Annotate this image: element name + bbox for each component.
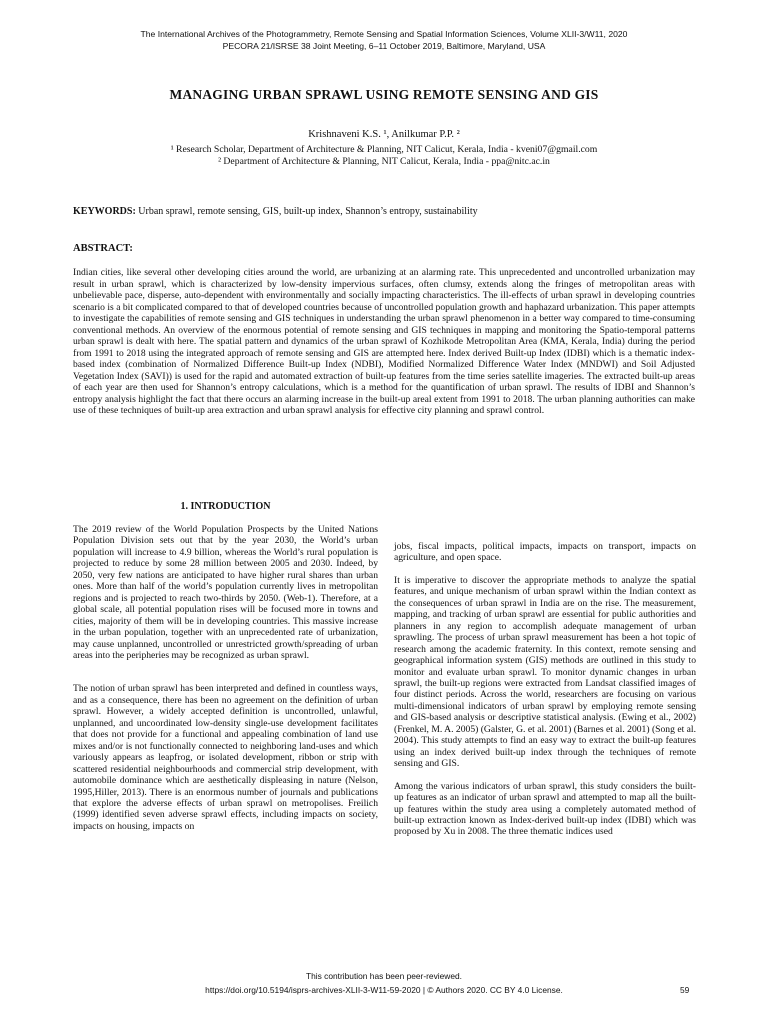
right-column (394, 541, 696, 838)
left-column (73, 524, 378, 832)
intro-paragraph-1: The 2019 review of the World Population Prospects by the United Nations Population Division sets out that by the year 2030, the World’s urban population will increase to 4.9 billion, whereas the World’s rural population is projected to reduce by some 28 million between 2005 and 2030. Indeed, by 2050, very few nations are anticipated to have higher rural shares than urban ones. More than half of the world’s population currently lives in metropolitan regions and is projected to reach two-thirds by 2050. (Web-1). Therefore, at a global scale, all potential population rises will be focused more in towns and cities, majority of them will be in developing countries. This massive increase in the urban population, together with an unprecedented rate of urbanization, may cause unplanned, uncontrolled or unrestricted growth/spreading of urban areas into the peripheries may be recognized as urban sprawl. (73, 524, 378, 661)
journal-header-line2: PECORA 21/ISRSE 38 Joint Meeting, 6–11 October 2019, Baltimore, Maryland, USA (222, 41, 546, 51)
authors: Krishnaveni K.S. ¹, Anilkumar P.P. ² (308, 129, 460, 140)
intro-paragraph-5: Among the various indicators of urban sprawl, this study considers the built-up features as an indicator of urban sprawl and attempted to map all the built-up features within the study area using a completely automated method of built-up extraction known as Index-derived built-up index (IDBI) which was proposed by Xu in 2008. The three thematic indices used (394, 780, 696, 838)
affiliation-1: ¹ Research Scholar, Department of Architecture & Planning, NIT Calicut, Kerala, India - kveni07@gmail.com (170, 144, 598, 155)
intro-paragraph-2: The notion of urban sprawl has been interpreted and defined in countless ways, and as a consequence, there has been no agreement on the definition of urban sprawl. However, a widely accepted definition is uncontrolled, unlawful, unplanned, and uncoordinated low-density single-use development facilitates that does not provide for a functional and appealing combination of land use mixes and/or is not functionally connected to neighboring land-uses and which variously appears as leapfrog, or isolated development, ribbon or strip with scattered residential neighbourhoods and commercial strip development, with automobile dominance which are aesthetically displeasing in nature (Nelson, 1995,Hiller, 2013). There is an enormous number of journals and publications that explore the adverse effects of urban sprawl on metropolises. Freilich (1999) identified seven adverse sprawl effects, including impacts on society, impacts on housing, impacts on (73, 683, 378, 832)
page-number: 59 (680, 985, 690, 995)
abstract-heading: ABSTRACT: (73, 243, 133, 254)
keywords (73, 206, 713, 217)
intro-paragraph-4: It is imperative to discover the appropriate methods to analyze the spatial features, and unique mechanism of urban sprawl within the Indian context as the consequences of urban sprawl in India are on the rise. The measurement, mapping, and tracking of urban sprawl are essential for public authorities and planners in any region to accomplish adequate management of urban sprawling. The process of urban sprawl measurement has been a hot topic of research among the academic fraternity. In this context, remote sensing and geographical information system (GIS) methods are outlined in this study to monitor and evaluate urban sprawl. To monitor dynamic changes in urban sprawl, the built-up regions were extracted from Landsat classified images of four distinct periods. Across the world, researchers are focusing on various multi-dimensional indicators of urban sprawl by employing remote sensing and GIS-based analysis or descriptive statistical analysis. (Ewing et al., 2002) (Frenkel, M. A. 2005) (Galster, G. et al. 2001) (Barnes et al. 2001) (Song et al. 2004). This study attempts to find an easy way to extract the built-up features using an index derived built-up index through the techniques of remote sensing and GIS. (394, 574, 696, 770)
paper-title: MANAGING URBAN SPRAWL USING REMOTE SENSING AND GIS (169, 87, 599, 102)
keywords-label: KEYWORDS: (73, 206, 136, 217)
keywords-text: Urban sprawl, remote sensing, GIS, built-up index, Shannon’s entropy, sustainability (135, 206, 478, 217)
journal-header-line1: The International Archives of the Photogrammetry, Remote Sensing and Spatial Information Sciences, Volume XLII-3/W11, 2020 (140, 29, 628, 39)
section-heading-introduction: 1. INTRODUCTION (180, 501, 271, 512)
affiliation-2: ² Department of Architecture & Planning, NIT Calicut, Kerala, India - ppa@nitc.ac.in (218, 156, 550, 167)
doi-license-line: https://doi.org/10.5194/isprs-archives-XLII-3-W11-59-2020 | © Authors 2020. CC BY 4.0 License. (205, 985, 563, 995)
peer-review-note: This contribution has been peer-reviewed. (306, 971, 462, 981)
abstract-text: Indian cities, like several other developing cities around the world, are urbanizing at an alarming rate. This unprecedented and uncontrolled urbanization may result in urban sprawl, which is characterized by low-density impervious surfaces, often clumsy, extends along the fringes of metropolitan areas with unbelievable pace, disperse, auto-dependent with environmentally and socially impacting characteristics. The ill-effects of urban sprawl in developing countries scenario is a bit complicated compared to that of developed countries because of uncontrolled population growth and haphazard urbanization. This paper attempts to investigate the capabilities of remote sensing and GIS techniques in understanding the urban sprawl phenomenon in a better way compared to time-consuming conventional methods. An overview of the enormous potential of remote sensing and GIS techniques in mapping and monitoring the Spatio-temporal patterns urban sprawl is dealt with here. The spatial pattern and dynamics of the urban sprawl of Kozhikode Metropolitan Area (KMA, Kerala, India) during the period from 1991 to 2018 using the integrated approach of remote sensing and GIS are attempted here. Index derived Built-up Index (IDBI) which is a thematic index-based index (combination of Normalized Difference Built-up Index (NDBI), Modified Normalized Difference Water Index (MNDWI) and Soil Adjusted Vegetation Index (SAVI)) is used for the rapid and automated extraction of built-up features from the time series satellite imageries. The extracted built-up areas of each year are then used for Shannon’s entropy calculations, which is a method for the quantification of urban sprawl. The results of IDBI and Shannon’s entropy analysis highlight the fact that there occurs an alarming increase in the built-up areal extent from 1991 to 2018. The urban planning authorities can make use of these techniques of built-up area extraction and urban sprawl analysis for effective city planning and sprawl control. (73, 267, 695, 416)
intro-paragraph-3: jobs, fiscal impacts, political impacts, impacts on transport, impacts on agriculture, and open space. (394, 541, 696, 564)
